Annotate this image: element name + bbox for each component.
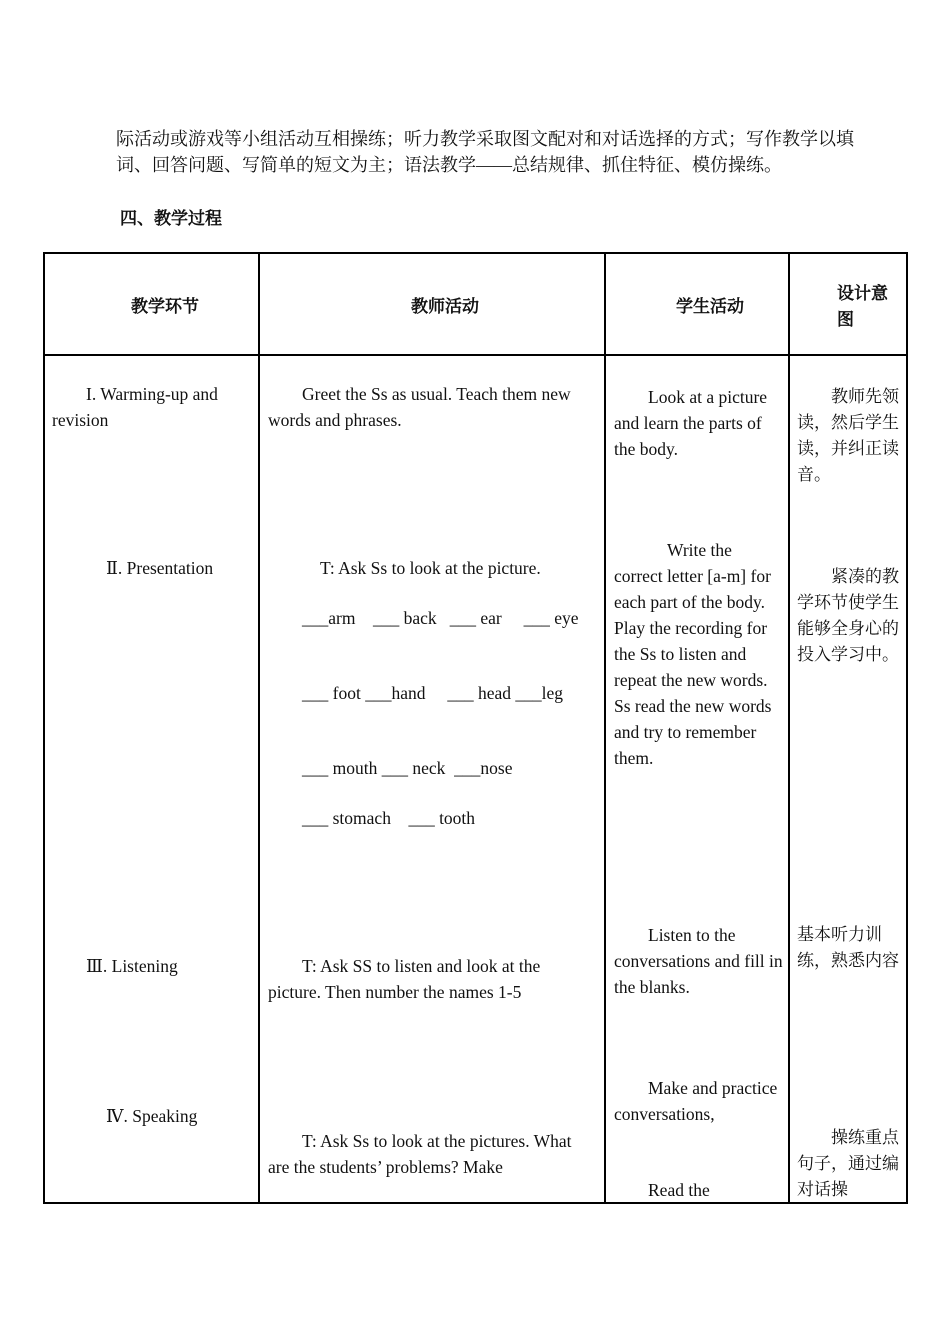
header-teacher-activity: 教师活动 [411,297,479,317]
table-col-divider-1 [258,252,260,1204]
header-design-intent: 设计意图 [837,284,888,330]
student-presentation: Write the correct letter [a-m] for each part of the body. Play the recording for the Ss to listen and repeat the new words. Ss read the new words and try to remember them. [614,540,772,768]
word-line: ___ stomach ___ tooth [302,808,476,828]
student-warmup: Look at a picture and learn the parts of the body. [614,387,768,459]
header-student-activity: 学生活动 [676,297,744,317]
table-border-left [43,252,45,1204]
table-border-bottom [43,1202,908,1204]
section-heading: 四、教学过程 [120,209,222,229]
teacher-listening: T: Ask SS to listen and look at the picture. Then number the names 1-5 [268,956,541,1002]
intent-warmup: 教师先领读，然后学生读，并纠正读音。 [797,387,899,485]
intro-paragraph: 际活动或游戏等小组活动互相操练；听力教学采取图文配对和对话选择的方式；写作教学以填词、回答问题、写简单的短文为主；语法教学——总结规律、抓住特征、模仿操练。 [116,129,854,175]
word-line: ___arm ___ back ___ ear ___ eye [302,608,579,628]
word-line: ___ mouth ___ neck ___nose [302,758,513,778]
stage-listening: Ⅲ. Listening [86,956,178,976]
student-speaking-practice: Make and practice conversations, [614,1078,778,1124]
stage-speaking: Ⅳ. Speaking [106,1106,198,1126]
teacher-presentation-instruction: T: Ask Ss to look at the picture. [320,558,541,578]
teacher-speaking: T: Ask Ss to look at the pictures. What are the students’ problems? Make [268,1131,572,1177]
intent-presentation: 紧凑的教学环节使学生能够全身心的投入学习中。 [797,567,899,665]
stage-warmup: I. Warming-up and revision [52,384,218,430]
table-col-divider-2 [604,252,606,1204]
word-line: ___ foot ___hand ___ head ___leg [302,683,563,703]
teacher-warmup: Greet the Ss as usual. Teach them new words and phrases. [268,384,571,430]
header-stage: 教学环节 [131,297,199,317]
intent-speaking: 操练重点句子，通过编对话操 [797,1128,899,1200]
student-speaking-read: Read the [648,1180,710,1200]
intent-listening: 基本听力训练，熟悉内容 [797,925,899,971]
table-border-right [906,252,908,1204]
table-col-divider-3 [788,252,790,1204]
student-listening: Listen to the conversations and fill in the blanks. [614,925,783,997]
stage-presentation: Ⅱ. Presentation [106,558,214,578]
table-border-top [43,252,908,254]
table-header-divider [43,354,908,356]
